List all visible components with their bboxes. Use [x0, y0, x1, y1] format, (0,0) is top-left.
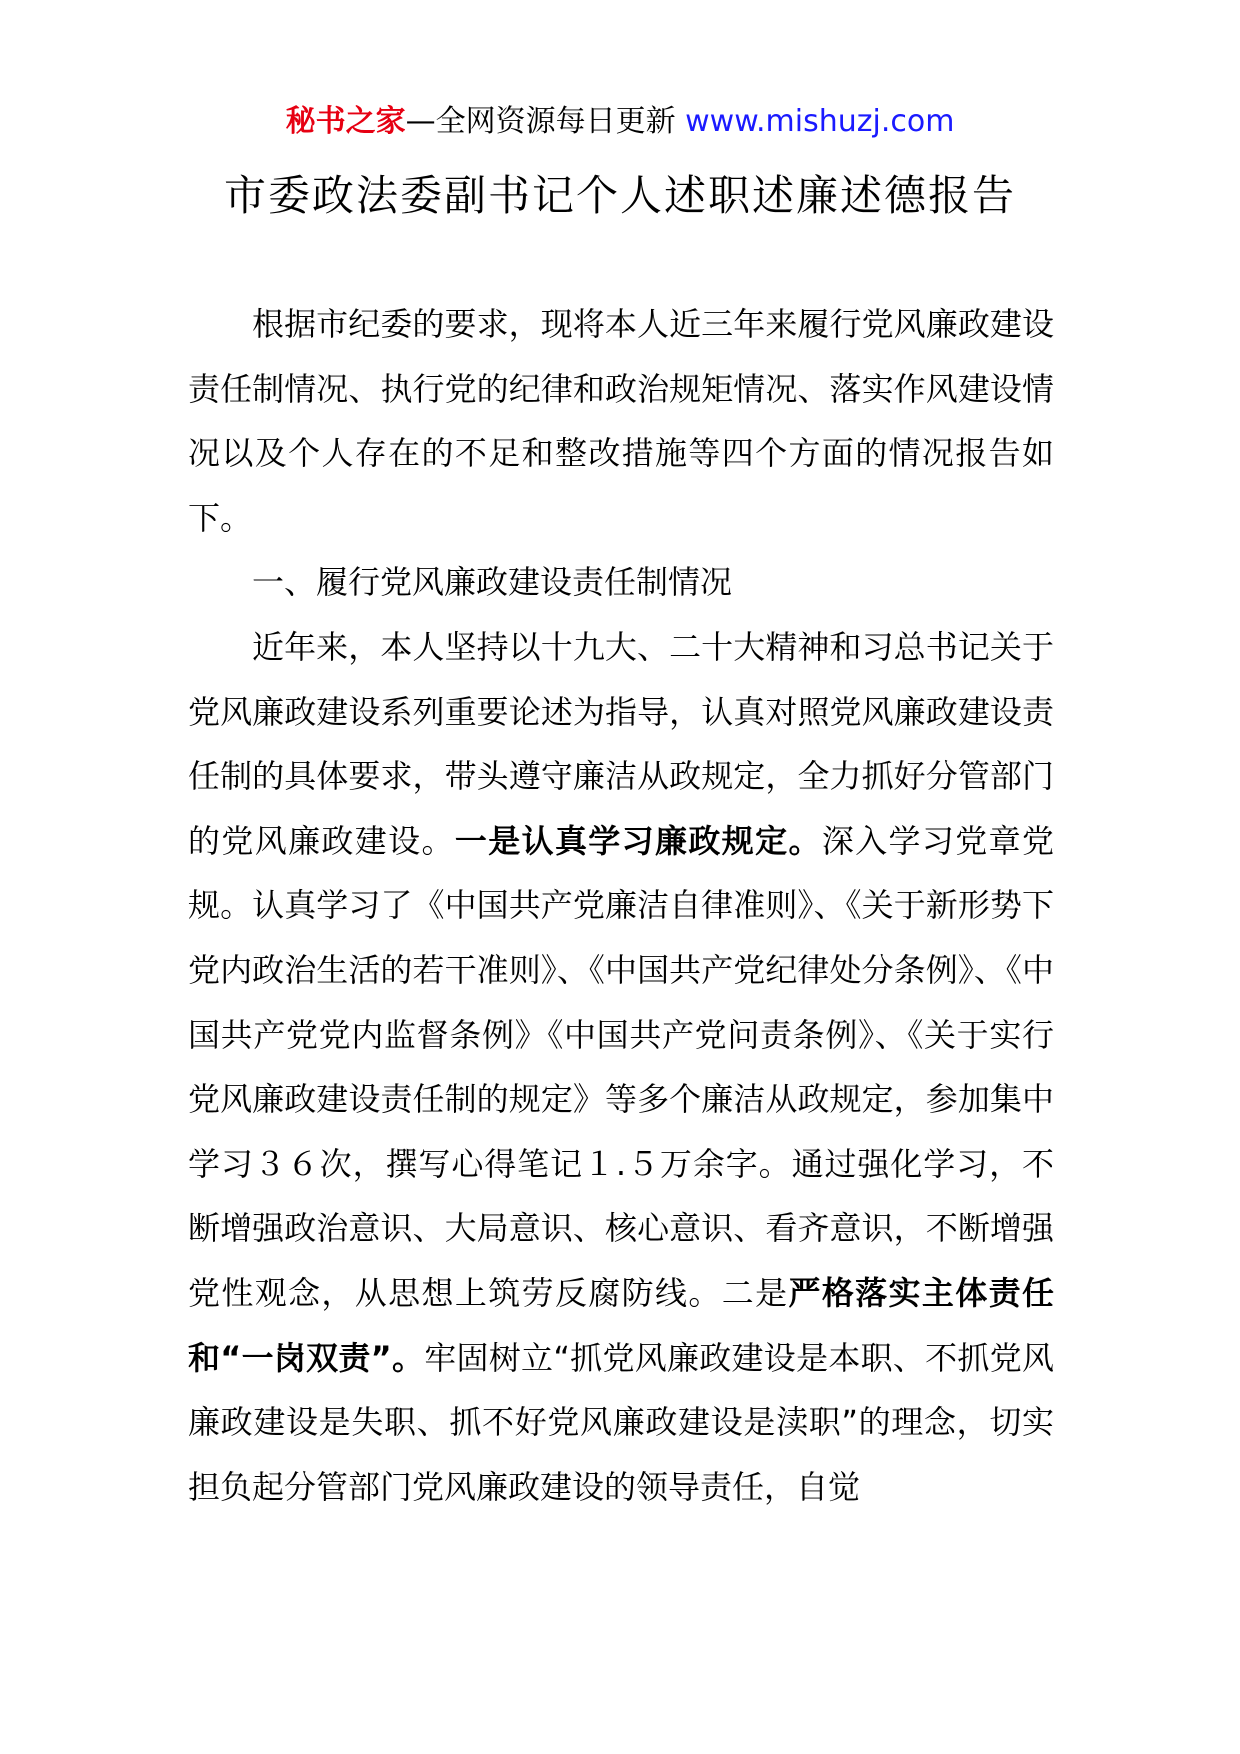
document-body [188, 292, 1054, 1519]
paragraph-text: 牢固树立“抓党风廉政建设是本职、不抓党风廉政建设是失职、抓不好党风廉政建设是渎职”的理念，切实担负起分管部门党风廉政建设的领导责任，自觉 [188, 1338, 1054, 1506]
paragraph-text: 近年来，本人坚持以十九大、二十大精神和习总书记关于党风廉政建设系列重要论述为指导，认真对照党风廉政建设责任制的具体要求，带头遵守廉洁从政规定，全力抓好分管部门的党风廉政建设。 [188, 627, 1054, 860]
site-url-link[interactable]: www.mishuzj.com [685, 104, 955, 139]
body-paragraph [188, 615, 1054, 1519]
document-title: 市委政法委副书记个人述职述廉述德报告 [223, 171, 1016, 220]
bold-point-1: 一是认真学习廉政规定。 [454, 821, 822, 860]
intro-paragraph: 根据市纪委的要求，现将本人近三年来履行党风廉政建设责任制情况、执行党的纪律和政治规矩情况、落实作风建设情况以及个人存在的不足和整改措施等四个方面的情况报告如下。 [188, 305, 1054, 537]
site-header [0, 100, 1240, 144]
bold-point-2: 严格落实主体责任和“一岗双责”。 [188, 1273, 1054, 1377]
site-tagline: —全网资源每日更新 [405, 104, 686, 139]
site-brand: 秘书之家 [285, 104, 406, 139]
section-heading: 一、履行党风廉政建设责任制情况 [252, 563, 733, 602]
paragraph-text: 深入学习党章党规。认真学习了《中国共产党廉洁自律准则》、《关于新形势下党内政治生活的若干准则》、《中国共产党纪律处分条例》、《中国共产党党内监督条例》《中国共产党问责条例》、《关于实行党风廉政建设责任制的规定》等多个廉洁从政规定，参加集中学习３６次，撰写心得笔记１.５万余字。通过强化学习，不断增强政治意识、大局意识、核心意识、看齐意识，不断增强党性观念，从思想上筑劳反腐防线。二是 [188, 821, 1054, 1312]
